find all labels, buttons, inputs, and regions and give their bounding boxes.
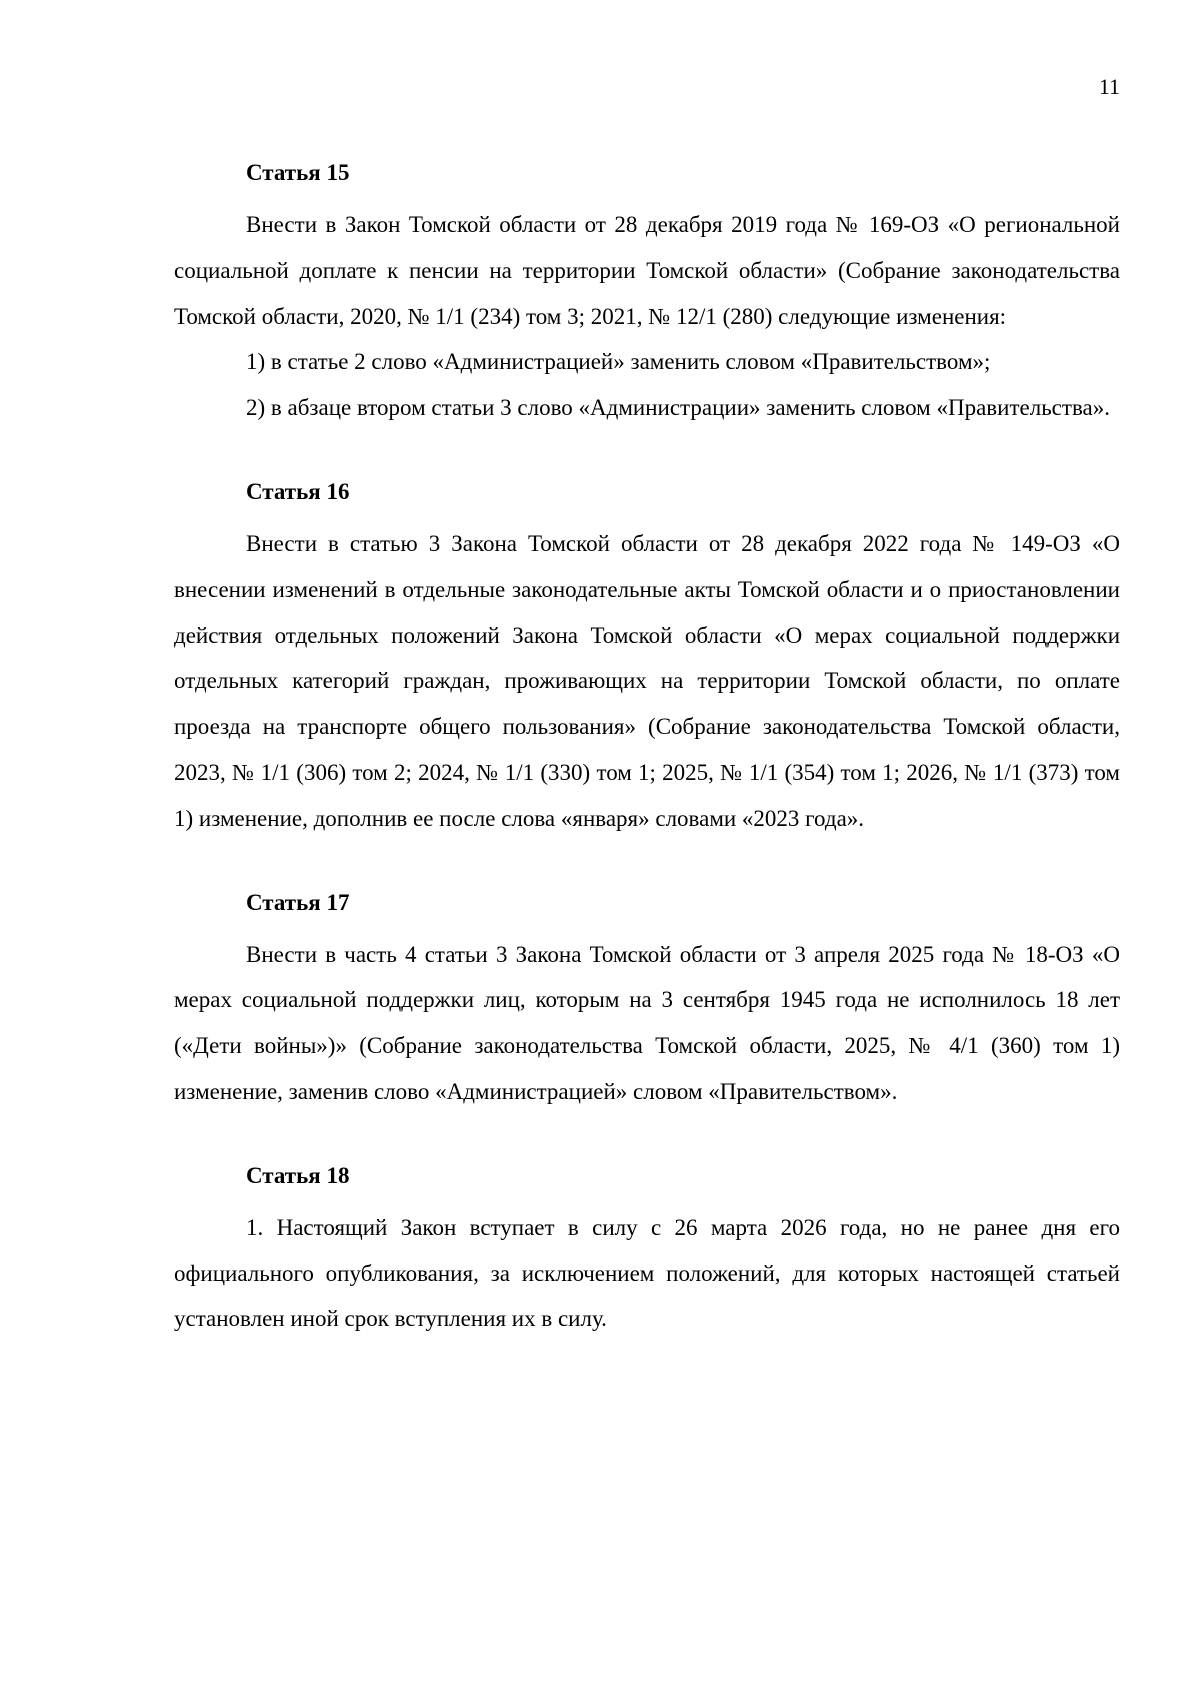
document-body (174, 158, 1120, 1342)
article-paragraph: 2) в абзаце втором статьи 3 слово «Администрации» заменить словом «Правительства». (246, 395, 1110, 421)
article-paragraph: Внести в статью 3 Закона Томской области от 28 декабря 2022 года № 149-ОЗ «О внесении изменений в отдельные законодательные акты Томской области и о приостановлении действия отдельных положений Закона Томской области «О мерах социальной поддержки отдельных категорий граждан, проживающих на территории Томской области, по оплате проезда на транспорте общего пользования» (Собрание законодательства Томской области, 2023, № 1/1 (306) том 2; 2024, № 1/1 (330) том 1; 2025, № 1/1 (354) том 1; 2026, № 1/1 (373) том 1) изменение, дополнив ее после слова «января» словами «2023 года». (174, 530, 1120, 831)
article-18 (174, 1161, 1120, 1342)
article-17 (174, 888, 1120, 1115)
article-heading: Статья 17 (246, 889, 350, 915)
article-heading: Статья 15 (246, 160, 350, 185)
article-heading: Статья 16 (246, 478, 350, 504)
article-paragraph: Внести в Закон Томской области от 28 декабря 2019 года № 169-ОЗ «О региональной социальной доплате к пенсии на территории Томской области» (Собрание законодательства Томской области, 2020, № 1/1 (234) том 3; 2021, № 12/1 (280) следующие изменения: (174, 212, 1120, 329)
article-heading: Статья 18 (246, 1162, 350, 1188)
article-paragraph: 1) в статье 2 слово «Администрацией» заменить словом «Правительством»; (246, 349, 991, 375)
article-16 (174, 477, 1120, 842)
page-number: 11 (1098, 74, 1120, 99)
article-paragraph: 1. Настоящий Закон вступает в силу с 26 марта 2026 года, но не ранее дня его официального опубликования, за исключением положений, для которых настоящей статьей установлен иной срок вступления их в силу. (174, 1214, 1120, 1332)
article-paragraph: Внести в часть 4 статьи 3 Закона Томской области от 3 апреля 2025 года № 18-ОЗ «О мерах социальной поддержки лиц, которым на 3 сентября 1945 года не исполнилось 18 лет («Дети войны»)» (Собрание законодательства Томской области, 2025, № 4/1 (360) том 1) изменение, заменив слово «Администрацией» словом «Правительством». (174, 941, 1120, 1104)
article-15 (174, 158, 1120, 431)
